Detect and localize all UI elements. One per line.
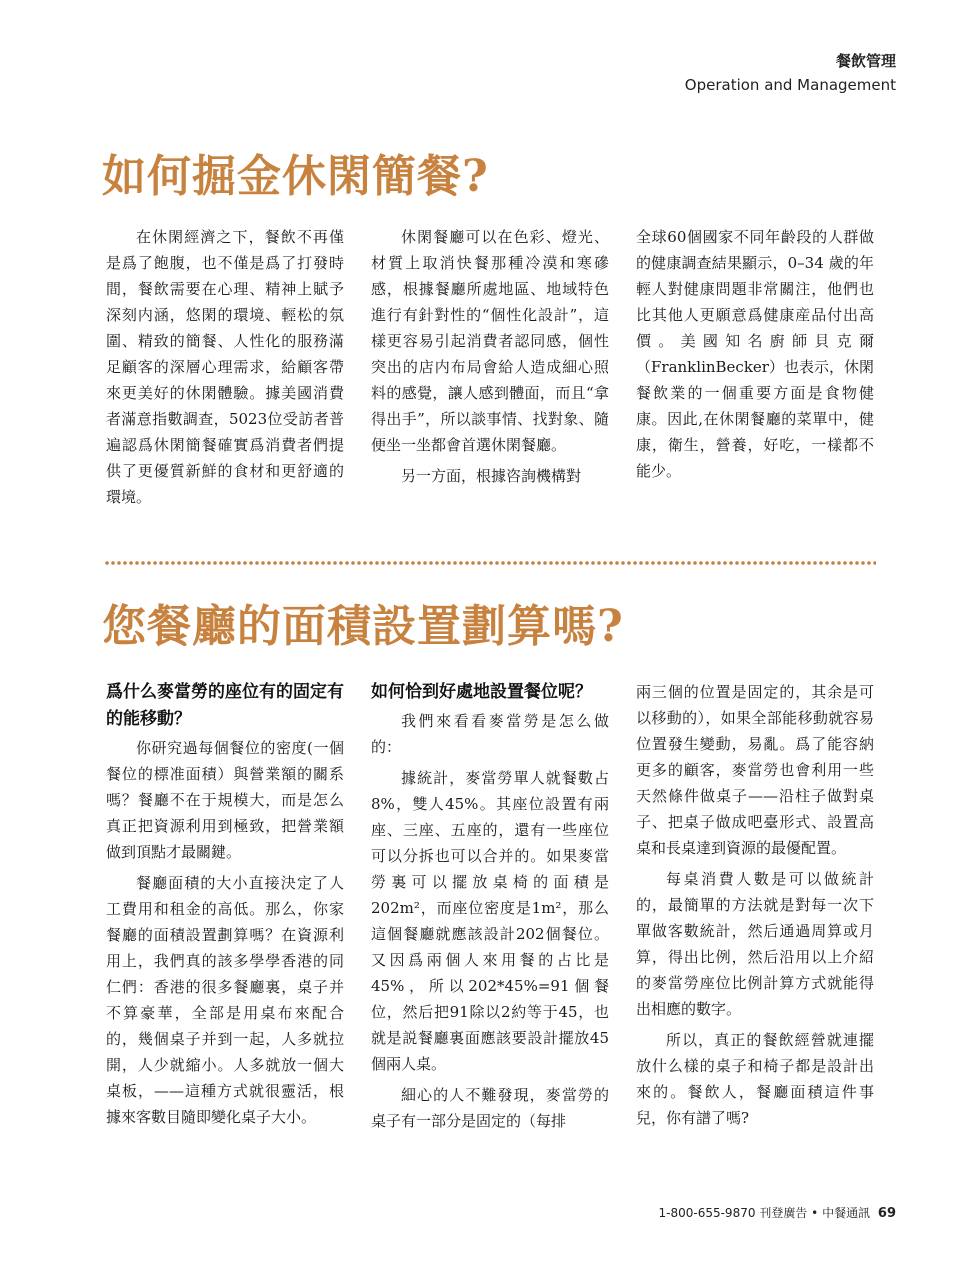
paragraph: 休閑餐廳可以在色彩、燈光、材質上取消快餐那種冷漠和寒磣感，根據餐廳所處地區、地域特色進行有針對性的“個性化設計”，這樣更容易引起消費者認同感，個性突出的店内布局會給人造成細心照料的感覺，讓人感到體面，而且“拿得出手”，所以談事情、找對象、隨便坐一坐都會首選休閑餐廳。 <box>371 228 609 454</box>
ad-label: 刊登廣告 <box>759 1206 808 1220</box>
article2-column-3 <box>636 679 874 1131</box>
dotted-divider <box>104 560 876 566</box>
footer-separator: • <box>811 1206 819 1220</box>
article2-title: 您餐廳的面積設置劃算嗎? <box>102 601 624 652</box>
paragraph: 餐廳面積的大小直接決定了人工費用和租金的高低。那么，你家餐廳的面積設置劃算嗎？在資源利用上，我們真的該多學學香港的同仁們：香港的很多餐廳裏，桌子并不算豪華，全部是用桌布來配合的，幾個桌子并到一起，人多就拉開，人少就縮小。人多就放一個大桌板，——這種方式就很靈活，根據來客數目隨即變化桌子大小。 <box>106 874 344 1126</box>
publication-name: 中餐通訊 <box>822 1206 871 1220</box>
paragraph: 在休閑經濟之下，餐飲不再僅是爲了飽腹，也不僅是爲了打發時間，餐飲需要在心理、精神上賦予深刻内涵，悠閑的環境、輕松的氛圍、精致的簡餐、人性化的服務滿足顧客的深層心理需求，給顧客帶來更美好的休閑體驗。據美國消費者滿意指數調查，5023位受訪者普遍認爲休閑簡餐確實爲消費者們提供了更優質新鮮的食材和更舒適的環境。 <box>106 228 344 506</box>
paragraph: 另一方面，根據咨詢機構對 <box>401 467 582 485</box>
article2-column-2 <box>371 679 609 1134</box>
paragraph: 細心的人不難發現，麥當勞的桌子有一部分是固定的（每排 <box>371 1086 609 1130</box>
page-number: 69 <box>877 1206 896 1221</box>
paragraph: 兩三個的位置是固定的，其余是可以移動的），如果全部能移動就容易位置發生變動，易亂。爲了能容納更多的顧客，麥當勞也會利用一些天然條件做桌子——沿柱子做對桌子、把桌子做成吧臺形式、設置高桌和長桌達到資源的最優配置。 <box>636 683 874 857</box>
article1-column-3 <box>636 224 874 484</box>
paragraph: 你研究過每個餐位的密度(一個餐位的標准面積）與營業額的關系嗎？餐廳不在于規模大，而是怎么真正把資源利用到極致，把營業額做到頂點才最關鍵。 <box>106 739 344 861</box>
subheading: 如何恰到好處地設置餐位呢？ <box>371 682 592 702</box>
subheading: 爲什么麥當勞的座位有的固定有的能移動？ <box>106 682 344 729</box>
ad-phone: 1-800-655-9870 <box>658 1206 756 1220</box>
article1-title: 如何掘金休閑簡餐? <box>102 151 489 202</box>
paragraph: 所以，真正的餐飲經營就連擺放什么樣的桌子和椅子都是設計出來的。餐飲人，餐廳面積這件事兒，你有譜了嗎? <box>636 1031 874 1127</box>
article1-column-1 <box>106 224 344 510</box>
page-footer <box>659 1204 897 1221</box>
article1-column-2 <box>371 224 609 489</box>
paragraph: 據統計，麥當勞單人就餐數占8%，雙人45%。其座位設置有兩座、三座、五座的，還有一些座位可以分拆也可以合并的。如果麥當勞裏可以擺放桌椅的面積是202m²，而座位密度是1m²，那么這個餐廳就應該設計202個餐位。又因爲兩個人來用餐的占比是45%，所以202*45%=91個餐位，然后把91除以2約等于45，也就是説餐廳裏面應該要設計擺放45個兩人桌。 <box>371 769 609 1073</box>
section-category: 餐飲管理 <box>835 52 896 70</box>
section-subtitle: Operation and Management <box>684 76 896 94</box>
article2-column-1 <box>106 679 344 1130</box>
paragraph: 我們來看看麥當勞是怎么做的： <box>371 712 609 756</box>
paragraph: 每桌消費人數是可以做統計的，最簡單的方法就是對每一次下單做客數統計，然后通過周算或月算，得出比例，然后沿用以上介紹的麥當勞座位比例計算方式就能得出相應的數字。 <box>636 870 874 1018</box>
paragraph: 全球60個國家不同年齡段的人群做的健康調查結果顯示，0–34 歲的年輕人對健康問題非常關注，他們也比其他人更願意爲健康産品付出高價。美國知名廚師貝克爾（FranklinBecker）也表示，休閑餐飲業的一個重要方面是食物健康。因此,在休閑餐廳的菜單中，健康，衛生，營養，好吃，一樣都不能少。 <box>636 228 874 480</box>
